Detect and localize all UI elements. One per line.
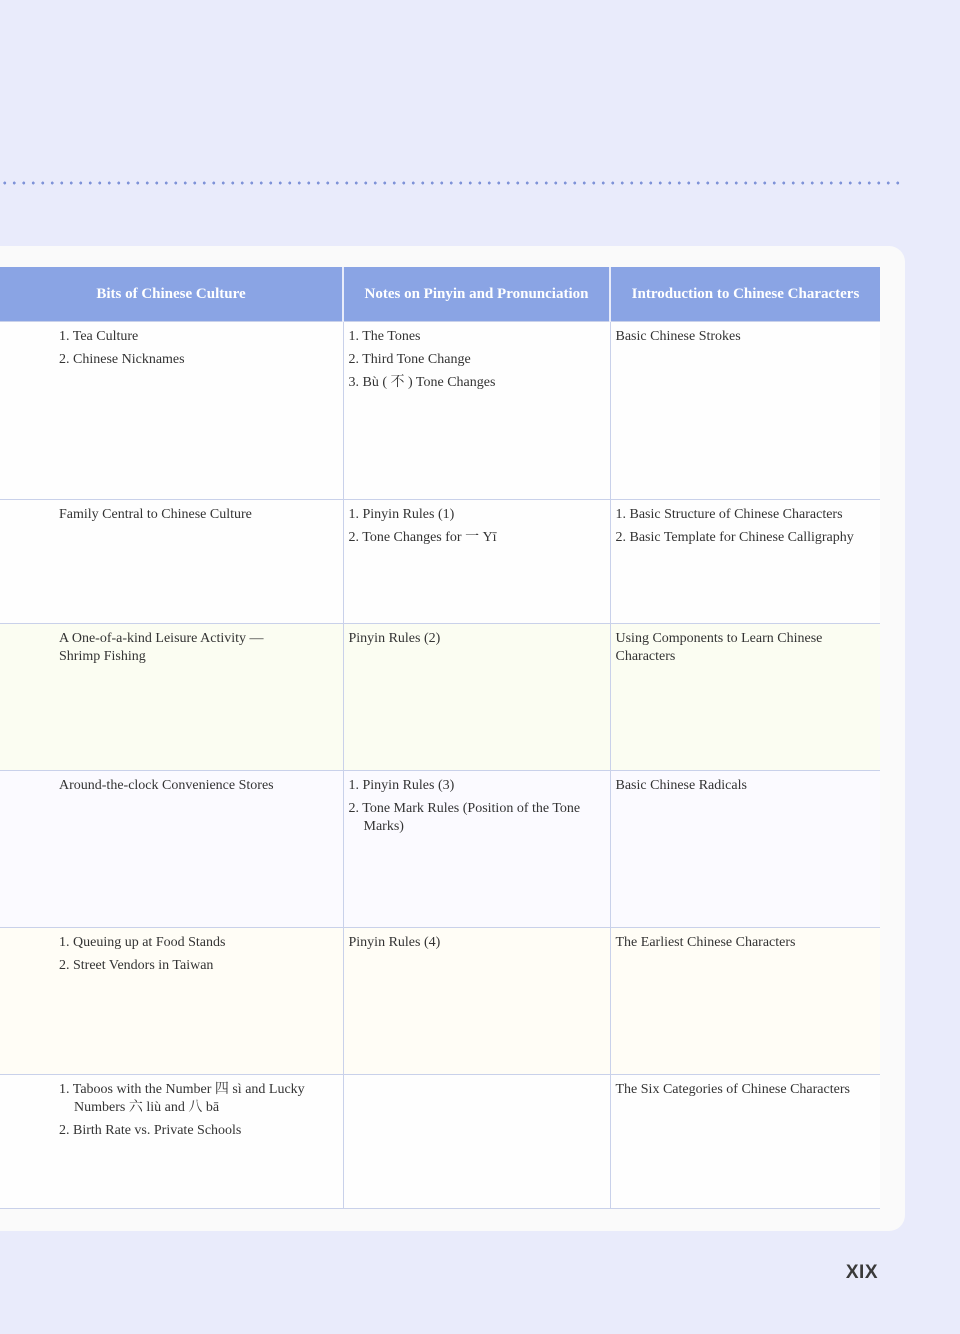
- dotted-divider: [0, 180, 905, 186]
- list-item: 1. The Tones: [348, 329, 421, 344]
- pinyin-cell: [343, 928, 610, 1075]
- characters-cell: [610, 500, 880, 624]
- table-row: [0, 624, 880, 771]
- table-header-row: [0, 267, 880, 322]
- contents-table: [0, 267, 880, 1209]
- list-item: 1. Tea Culture: [59, 329, 139, 344]
- list-item: 1. Basic Structure of Chinese Characters: [615, 507, 843, 522]
- list-item: A One-of-a-kind Leisure Activity — Shrimp Fishing: [59, 631, 264, 664]
- table-row: [0, 771, 880, 928]
- list-item: 1. Pinyin Rules (1): [348, 507, 455, 522]
- list-item: Basic Chinese Radicals: [615, 778, 747, 793]
- header-characters: Introduction to Chinese Characters: [610, 267, 880, 322]
- list-item: 2. Basic Template for Chinese Calligraphy: [615, 530, 854, 545]
- culture-cell: [0, 500, 343, 624]
- list-item: 1. Queuing up at Food Stands: [59, 935, 226, 950]
- culture-cell: [0, 928, 343, 1075]
- list-item: Pinyin Rules (4): [348, 935, 441, 950]
- list-item: The Six Categories of Chinese Characters: [615, 1082, 850, 1097]
- characters-cell: [610, 624, 880, 771]
- culture-cell: [0, 322, 343, 500]
- list-item: The Earliest Chinese Characters: [615, 935, 796, 950]
- list-item: 2. Birth Rate vs. Private Schools: [59, 1123, 242, 1138]
- pinyin-cell: [343, 322, 610, 500]
- table-row: [0, 928, 880, 1075]
- list-item: 1. Pinyin Rules (3): [348, 778, 455, 793]
- pinyin-cell: [343, 771, 610, 928]
- culture-cell: [0, 624, 343, 771]
- culture-cell: [0, 771, 343, 928]
- list-item: Family Central to Chinese Culture: [59, 507, 252, 522]
- header-culture: Bits of Chinese Culture: [0, 267, 343, 322]
- list-item: 1. Taboos with the Number 四 sì and Lucky Numbers 六 liù and 八 bā: [59, 1082, 305, 1115]
- table-row: [0, 322, 880, 500]
- header-pinyin: Notes on Pinyin and Pronunciation: [343, 267, 610, 322]
- characters-cell: [610, 771, 880, 928]
- list-item: 2. Tone Changes for 一 Yī: [348, 530, 497, 545]
- characters-cell: [610, 322, 880, 500]
- pinyin-cell: [343, 624, 610, 771]
- list-item: 3. Bù ( 不 ) Tone Changes: [348, 375, 496, 390]
- list-item: 2. Third Tone Change: [348, 352, 471, 367]
- table-row: [0, 1075, 880, 1209]
- characters-cell: [610, 928, 880, 1075]
- characters-cell: [610, 1075, 880, 1209]
- list-item: Using Components to Learn Chinese Characters: [615, 631, 823, 664]
- list-item: Pinyin Rules (2): [348, 631, 441, 646]
- page-number: XIX: [845, 1262, 878, 1283]
- list-item: Around-the-clock Convenience Stores: [59, 778, 274, 793]
- list-item: Basic Chinese Strokes: [615, 329, 741, 344]
- table-row: [0, 500, 880, 624]
- list-item: 2. Chinese Nicknames: [59, 352, 185, 367]
- pinyin-cell: [343, 500, 610, 624]
- list-item: 2. Street Vendors in Taiwan: [59, 958, 214, 973]
- list-item: 2. Tone Mark Rules (Position of the Tone Marks): [348, 801, 581, 834]
- culture-cell: [0, 1075, 343, 1209]
- pinyin-cell: [343, 1075, 610, 1209]
